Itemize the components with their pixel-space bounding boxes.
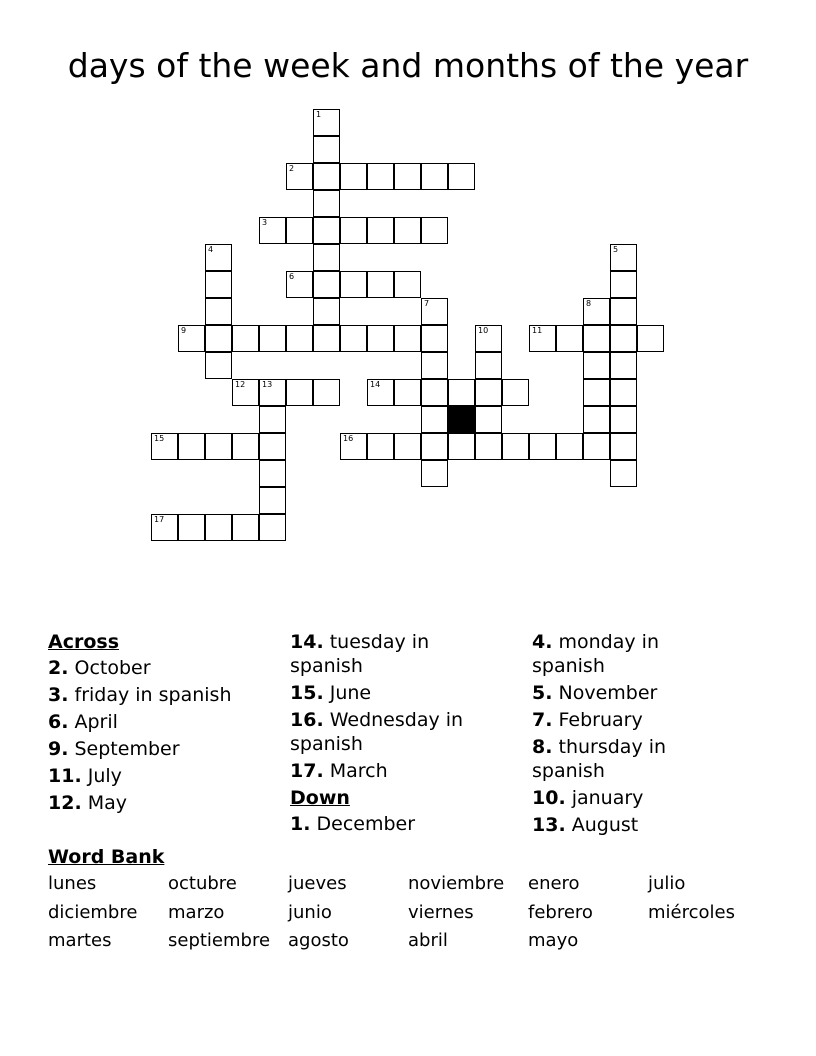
grid-cell[interactable] bbox=[610, 379, 637, 406]
grid-cell[interactable] bbox=[178, 514, 205, 541]
word-bank-item: febrero bbox=[528, 901, 593, 923]
grid-cell[interactable] bbox=[583, 352, 610, 379]
word-bank-item: jueves bbox=[288, 873, 347, 894]
clue-across-14: 14. tuesday in spanish bbox=[290, 631, 430, 677]
down-heading: Down bbox=[290, 787, 350, 809]
clue-across-15: 15. June bbox=[290, 682, 372, 704]
grid-cell[interactable] bbox=[232, 379, 259, 406]
grid-cell[interactable] bbox=[205, 244, 232, 271]
grid-cell[interactable] bbox=[448, 163, 475, 190]
grid-cell[interactable] bbox=[286, 379, 313, 406]
grid-cell[interactable] bbox=[313, 109, 340, 136]
grid-cell[interactable] bbox=[286, 217, 313, 244]
grid-cell[interactable] bbox=[367, 325, 394, 352]
grid-cell[interactable] bbox=[313, 379, 340, 406]
grid-cell[interactable] bbox=[259, 433, 286, 460]
word-bank-item: septiembre bbox=[168, 930, 271, 951]
clue-across-16: 16. Wednesday in spanish bbox=[290, 709, 464, 755]
grid-cell[interactable] bbox=[502, 379, 529, 406]
grid-cell[interactable] bbox=[448, 433, 475, 460]
clue-number: 9 bbox=[181, 326, 187, 335]
clue-number: 7 bbox=[424, 299, 430, 308]
grid-cell[interactable] bbox=[313, 163, 340, 190]
grid-cell[interactable] bbox=[556, 433, 583, 460]
grid-cell[interactable] bbox=[421, 460, 448, 487]
grid-cell[interactable] bbox=[286, 163, 313, 190]
word-bank-item: noviembre bbox=[408, 873, 505, 894]
word-bank-item: abril bbox=[408, 930, 448, 951]
grid-cell[interactable] bbox=[178, 325, 205, 352]
grid-cell[interactable] bbox=[556, 325, 583, 352]
clue-across-3: 3. friday in spanish bbox=[48, 684, 232, 706]
grid-cell[interactable] bbox=[367, 271, 394, 298]
grid-cell[interactable] bbox=[610, 298, 637, 325]
grid-cell[interactable] bbox=[313, 325, 340, 352]
clue-number: 15 bbox=[154, 434, 165, 443]
grid-cell[interactable] bbox=[421, 379, 448, 406]
grid-cell[interactable] bbox=[421, 217, 448, 244]
clue-column-1 bbox=[48, 630, 278, 818]
grid-cell[interactable] bbox=[367, 217, 394, 244]
grid-cell[interactable] bbox=[610, 325, 637, 352]
grid-cell[interactable] bbox=[313, 271, 340, 298]
grid-cell[interactable] bbox=[610, 244, 637, 271]
grid-cell[interactable] bbox=[394, 379, 421, 406]
clue-across-9: 9. September bbox=[48, 738, 180, 760]
grid-cell[interactable] bbox=[583, 298, 610, 325]
grid-cell[interactable] bbox=[178, 433, 205, 460]
clue-number: 10 bbox=[478, 326, 489, 335]
word-bank-item: mayo bbox=[528, 930, 579, 951]
grid-cell[interactable] bbox=[340, 271, 367, 298]
grid-cell[interactable] bbox=[286, 271, 313, 298]
grid-cell[interactable] bbox=[529, 433, 556, 460]
grid-cell[interactable] bbox=[259, 487, 286, 514]
grid-cell[interactable] bbox=[475, 406, 502, 433]
word-bank bbox=[48, 873, 768, 953]
grid-cell[interactable] bbox=[394, 163, 421, 190]
grid-cell[interactable] bbox=[583, 433, 610, 460]
clue-number: 6 bbox=[289, 272, 295, 281]
grid-cell[interactable] bbox=[259, 325, 286, 352]
grid-cell[interactable] bbox=[394, 433, 421, 460]
word-bank-item: octubre bbox=[168, 873, 237, 894]
clue-column-2 bbox=[290, 630, 495, 839]
word-bank-item: viernes bbox=[408, 901, 474, 923]
word-bank-item: diciembre bbox=[48, 901, 138, 923]
grid-cell[interactable] bbox=[475, 379, 502, 406]
clue-number: 1 bbox=[316, 110, 322, 119]
word-bank-item: miércoles bbox=[648, 901, 735, 923]
grid-cell[interactable] bbox=[259, 460, 286, 487]
grid-cell[interactable] bbox=[313, 298, 340, 325]
clue-number: 14 bbox=[370, 380, 381, 389]
grid-cell[interactable] bbox=[394, 217, 421, 244]
clue-down-1: 1. December bbox=[290, 813, 416, 835]
grid-cell[interactable] bbox=[205, 433, 232, 460]
clue-number: 16 bbox=[343, 434, 354, 443]
grid-cell[interactable] bbox=[421, 406, 448, 433]
grid-cell[interactable] bbox=[259, 406, 286, 433]
clue-number: 12 bbox=[235, 380, 246, 389]
grid-cell[interactable] bbox=[610, 460, 637, 487]
word-bank-item: marzo bbox=[168, 901, 225, 923]
grid-cell[interactable] bbox=[394, 271, 421, 298]
grid-cell[interactable] bbox=[421, 298, 448, 325]
grid-cell[interactable] bbox=[637, 325, 664, 352]
grid-cell[interactable] bbox=[421, 325, 448, 352]
word-bank-item: enero bbox=[528, 873, 580, 894]
clue-number: 3 bbox=[262, 218, 268, 227]
grid-cell[interactable] bbox=[475, 433, 502, 460]
clue-number: 2 bbox=[289, 164, 295, 173]
grid-cell[interactable] bbox=[232, 514, 259, 541]
puzzle-title: days of the week and months of the year bbox=[67, 46, 749, 85]
clue-down-5: 5. November bbox=[532, 682, 658, 704]
grid-cell[interactable] bbox=[340, 433, 367, 460]
grid-cell[interactable] bbox=[529, 325, 556, 352]
grid-cell[interactable] bbox=[448, 379, 475, 406]
grid-cell[interactable] bbox=[232, 433, 259, 460]
grid-cell[interactable] bbox=[313, 190, 340, 217]
grid-cell[interactable] bbox=[340, 325, 367, 352]
grid-cell[interactable] bbox=[205, 271, 232, 298]
clue-across-6: 6. April bbox=[48, 711, 118, 733]
grid-cell[interactable] bbox=[340, 217, 367, 244]
word-bank-item: julio bbox=[648, 873, 686, 894]
grid-cell[interactable] bbox=[583, 406, 610, 433]
clue-across-12: 12. May bbox=[48, 792, 127, 814]
grid-cell[interactable] bbox=[502, 433, 529, 460]
clue-down-4: 4. monday in spanish bbox=[532, 631, 659, 677]
grid-cell[interactable] bbox=[421, 163, 448, 190]
grid-cell[interactable] bbox=[205, 352, 232, 379]
grid-cell[interactable] bbox=[259, 217, 286, 244]
grid-cell[interactable] bbox=[610, 271, 637, 298]
grid-cell[interactable] bbox=[151, 514, 178, 541]
black-cell bbox=[448, 406, 475, 433]
clue-down-8: 8. thursday in spanish bbox=[532, 736, 667, 782]
grid-cell[interactable] bbox=[367, 433, 394, 460]
word-bank-item: junio bbox=[288, 901, 332, 923]
clue-down-7: 7. February bbox=[532, 709, 643, 731]
clue-across-2: 2. October bbox=[48, 657, 151, 679]
clue-number: 17 bbox=[154, 515, 165, 524]
grid-cell[interactable] bbox=[313, 244, 340, 271]
grid-cell[interactable] bbox=[205, 298, 232, 325]
grid-cell[interactable] bbox=[205, 514, 232, 541]
grid-cell[interactable] bbox=[475, 352, 502, 379]
grid-cell[interactable] bbox=[205, 325, 232, 352]
clue-number: 4 bbox=[208, 245, 214, 254]
clue-number: 5 bbox=[613, 245, 619, 254]
grid-cell[interactable] bbox=[232, 325, 259, 352]
grid-cell[interactable] bbox=[313, 136, 340, 163]
clue-number: 8 bbox=[586, 299, 592, 308]
across-heading: Across bbox=[48, 631, 120, 653]
grid-cell[interactable] bbox=[610, 352, 637, 379]
grid-cell[interactable] bbox=[421, 352, 448, 379]
clue-column-3 bbox=[532, 630, 732, 840]
grid-cell[interactable] bbox=[475, 325, 502, 352]
grid-cell[interactable] bbox=[286, 325, 313, 352]
clue-across-11: 11. July bbox=[48, 765, 122, 787]
grid-cell[interactable] bbox=[367, 163, 394, 190]
grid-cell[interactable] bbox=[340, 163, 367, 190]
word-bank-item: martes bbox=[48, 930, 112, 951]
clue-down-10: 10. january bbox=[532, 787, 644, 809]
clue-down-13: 13. August bbox=[532, 814, 639, 836]
grid-cell[interactable] bbox=[259, 514, 286, 541]
clue-number: 11 bbox=[532, 326, 543, 335]
grid-cell[interactable] bbox=[313, 217, 340, 244]
clue-across-17: 17. March bbox=[290, 760, 388, 782]
grid-cell[interactable] bbox=[421, 433, 448, 460]
grid-cell[interactable] bbox=[583, 379, 610, 406]
word-bank-item: lunes bbox=[48, 873, 97, 894]
word-bank-heading: Word Bank bbox=[48, 846, 165, 868]
word-bank-item: agosto bbox=[288, 930, 349, 951]
grid-cell[interactable] bbox=[394, 325, 421, 352]
grid-cell[interactable] bbox=[367, 379, 394, 406]
grid-cell[interactable] bbox=[583, 325, 610, 352]
clue-number: 13 bbox=[262, 380, 273, 389]
grid-cell[interactable] bbox=[610, 406, 637, 433]
grid-cell[interactable] bbox=[151, 433, 178, 460]
grid-cell[interactable] bbox=[610, 433, 637, 460]
grid-cell[interactable] bbox=[259, 379, 286, 406]
